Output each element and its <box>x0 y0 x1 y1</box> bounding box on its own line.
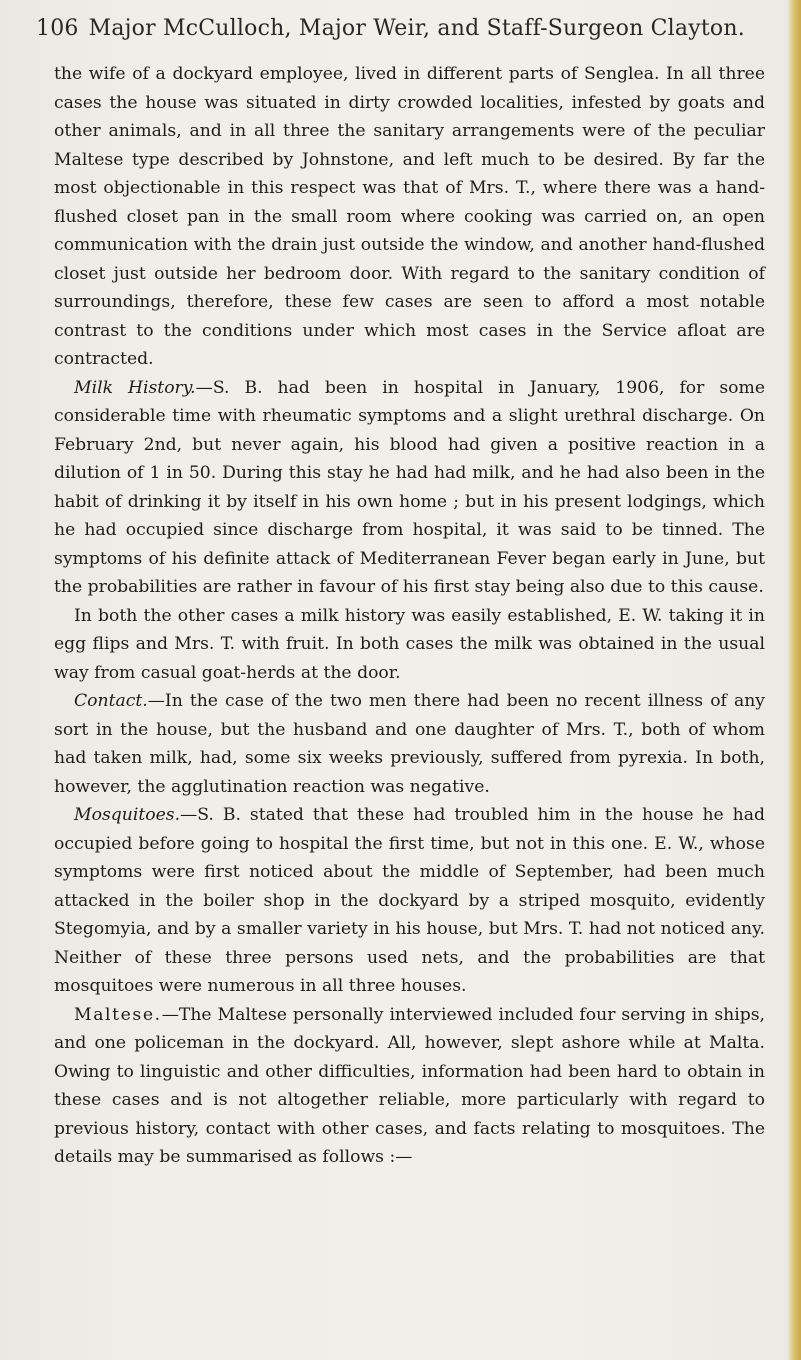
paragraph-mosquitoes <box>54 801 765 1001</box>
running-title: Major McCulloch, Major Weir, and Staff-Surgeon Clayton. <box>88 16 745 41</box>
paragraph-text: the wife of a dockyard employee, lived in different parts of Senglea. In all three cases the house was situated in dirty crowded localities, infested by goats and other animals, and in all three the sanitary arrangements were of the peculiar Maltese type described by Johnstone, and left much to be desired. By far the most objectionable in this respect was that of Mrs. T., where there was a hand-flushed closet pan in the small room where cooking was carried on, an open communication with the drain just outside the window, and another hand-flushed closet just outside her bedroom door. With regard to the sanitary condition of surroundings, therefore, these few cases are seen to afford a most notable contrast to the conditions under which most cases in the Service afloat are contracted. <box>54 64 765 369</box>
paragraph-text: —S. B. had been in hospital in January, 1906, for some considerable time with rheumatic symptoms and a slight urethral discharge. On February 2nd, but never again, his blood had given a positive reaction in a dilution of 1 in 50. During this stay he had had milk, and he had also been in the habit of drinking it by itself in his own home ; but in his present lodgings, which he had occupied since discharge from hospital, it was said to be tinned. The symptoms of his definite attack of Mediterranean Fever began early in June, but the probabilities are rather in favour of his first stay being also due to this cause. <box>54 377 765 597</box>
page-number: 106 <box>36 16 79 41</box>
section-heading-contact: Contact. <box>74 691 148 711</box>
running-header <box>36 16 776 41</box>
paragraph-text: —In the case of the two men there had been no recent illness of any sort in the house, but the husband and one daughter of Mrs. T., both of whom had taken milk, had, some six weeks previously, suffered from pyrexia. In both, however, the agglutination reaction was negative. <box>54 691 765 797</box>
paragraph-milk-history <box>54 374 765 602</box>
paragraph-text: —S. B. stated that these had troubled him in the house he had occupied before going to hospital the first time, but not in this one. E. W., whose symptoms were first noticed about the middle of September, had been much attacked in the boiler shop in the dockyard by a striped mosquito, evidently Stegomyia, and by a smaller variety in his house, but Mrs. T. had not noticed any. Neither of these three persons used nets, and the probabilities are that mosquitoes were numerous in all three houses. <box>54 805 765 996</box>
paragraph-other-cases <box>54 602 765 688</box>
paragraph-text: —The Maltese personally interviewed included four serving in ships, and one policeman in the dockyard. All, however, slept ashore while at Malta. Owing to linguistic and other difficulties, information had been hard to obtain in these cases and is not altogether reliable, more particularly with regard to previous history, contact with other cases, and facts relating to mosquitoes. The details may be summarised as follows :— <box>54 1004 765 1167</box>
paragraph-sanitary <box>54 60 765 374</box>
paragraph-contact <box>54 687 765 801</box>
body-text <box>54 60 765 1172</box>
page-edge <box>787 0 801 1360</box>
section-heading-maltese: Maltese. <box>74 1004 162 1025</box>
paragraph-maltese <box>54 1001 765 1172</box>
paragraph-text: In both the other cases a milk history was easily established, E. W. taking it in egg flips and Mrs. T. with fruit. In both cases the milk was obtained in the usual way from casual goat-herds at the door. <box>54 605 765 683</box>
section-heading-mosquitoes: Mosquitoes. <box>74 805 181 825</box>
section-heading-milk-history: Milk History. <box>74 377 196 398</box>
